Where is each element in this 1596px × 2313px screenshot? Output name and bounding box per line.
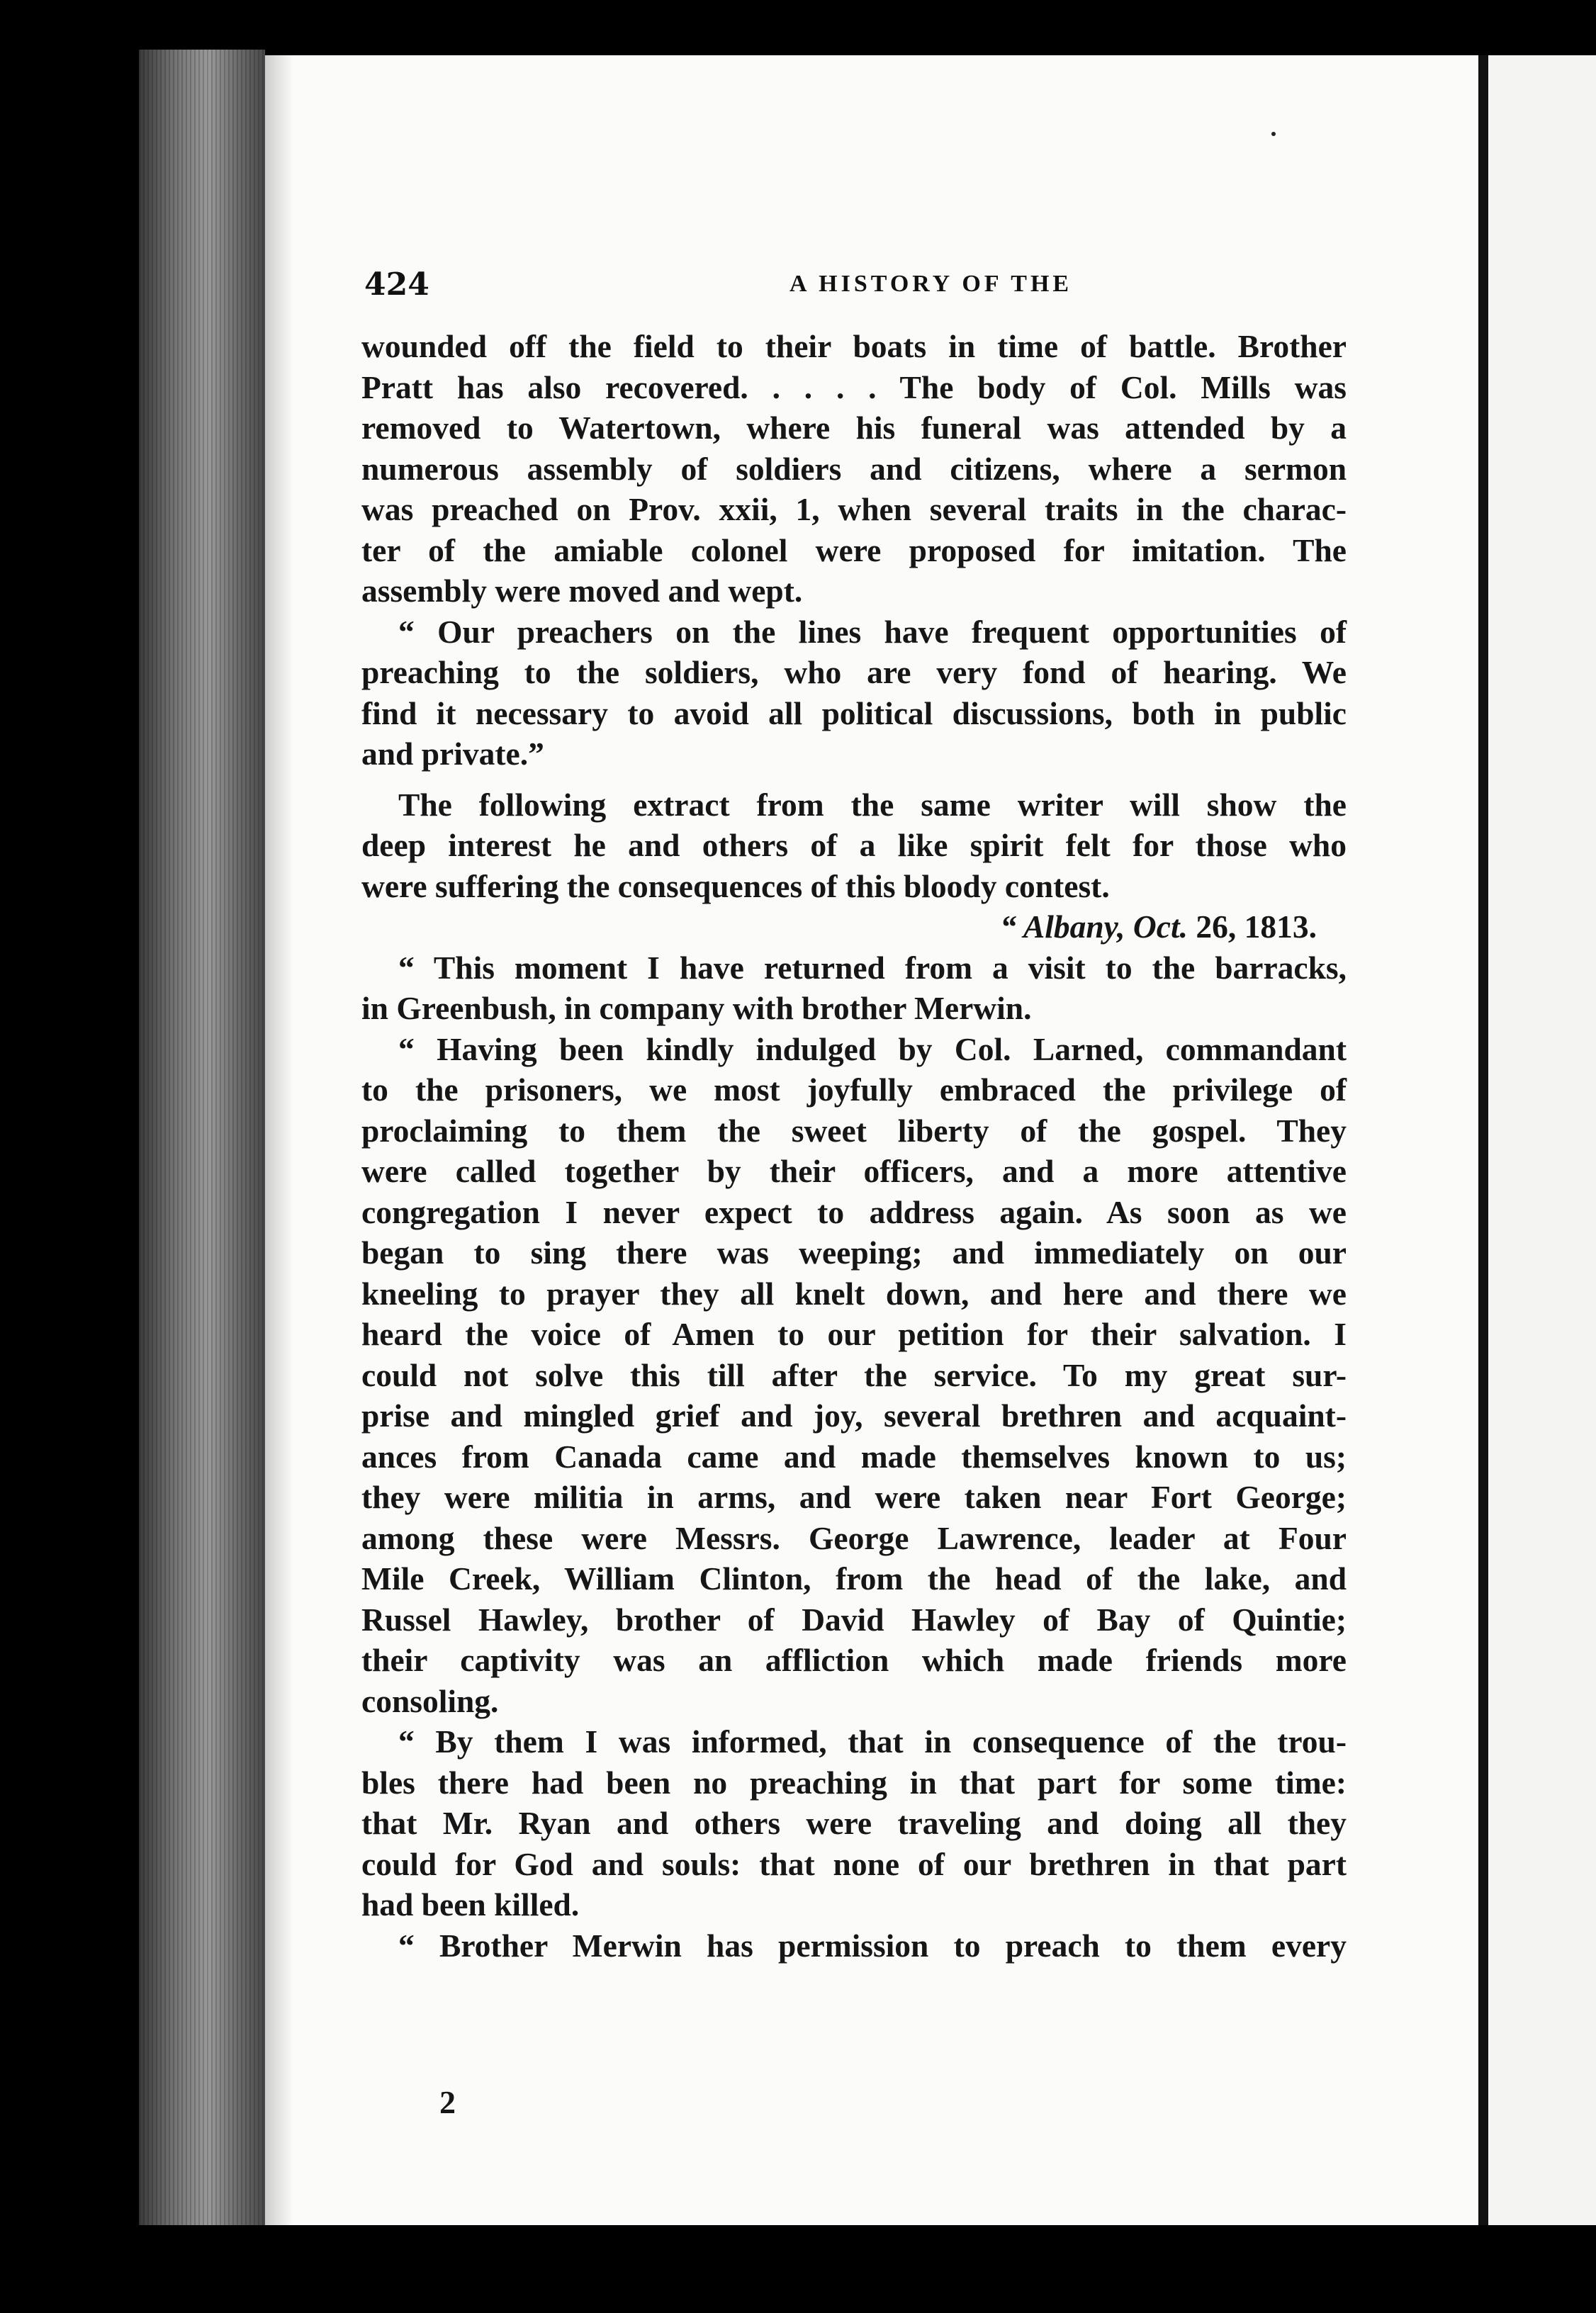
text-line: was preached on Prov. xxii, 1, when several traits in the charac- (361, 491, 1347, 527)
running-title: A HISTORY OF THE (789, 271, 1073, 297)
text-line: Pratt has also recovered. . . . . The body of Col. Mills was (361, 368, 1347, 405)
text-line: numerous assembly of soldiers and citizens, where a sermon (361, 450, 1347, 487)
text-line: “ Having been kindly indulged by Col. Larned, commandant (398, 1030, 1347, 1067)
paragraph-gap (361, 775, 1347, 784)
text-line: bles there had been no preaching in that part for some time: (361, 1764, 1347, 1801)
dateline-month: Oct. (1133, 908, 1188, 945)
text-line: Mile Creek, William Clinton, from the head of the lake, and (361, 1560, 1347, 1597)
text-line: their captivity was an affliction which made friends more (361, 1642, 1347, 1678)
text-line: find it necessary to avoid all political discussions, both in public (361, 694, 1347, 731)
text-line: “ By them I was informed, that in consequence of the trou- (398, 1723, 1347, 1760)
text-line: to the prisoners, we most joyfully embraced the privilege of (361, 1071, 1347, 1108)
text-line: removed to Watertown, where his funeral was attended by a (361, 410, 1347, 446)
scan-bottom-border (0, 2225, 1596, 2313)
text-line: that Mr. Ryan and others were traveling and doing all they (361, 1805, 1347, 1841)
text-line: “ This moment I have returned from a visit to the barracks, (398, 949, 1347, 986)
ink-speck (1271, 132, 1276, 136)
text-line: were called together by their officers, and a more attentive (361, 1153, 1347, 1189)
text-line: ances from Canada came and made themselves known to us; (361, 1438, 1347, 1475)
dateline-place: “ Albany, (1000, 908, 1125, 945)
text-line: they were militia in arms, and were taken near Fort George; (361, 1479, 1347, 1515)
page-edges-texture (139, 50, 265, 2225)
text-line: Russel Hawley, brother of David Hawley of Bay of Quintie; (361, 1601, 1347, 1638)
page-gutter (1478, 55, 1488, 2225)
body-text (361, 326, 1347, 1966)
text-line: were suffering the consequences of this bloody contest. (361, 867, 1110, 904)
text-line: “ Our preachers on the lines have frequent opportunities of (398, 613, 1347, 650)
text-line: preaching to the soldiers, who are very fond of hearing. We (361, 654, 1347, 690)
text-line: wounded off the field to their boats in time of battle. Brother (361, 328, 1347, 364)
text-line: could not solve this till after the service. To my great sur- (361, 1356, 1347, 1393)
text-line: proclaiming to them the sweet liberty of the gospel. They (361, 1112, 1347, 1149)
text-line: began to sing there was weeping; and immediately on our (361, 1234, 1347, 1271)
signature-mark: 2 (439, 2084, 456, 2120)
book-spine-edge (139, 50, 265, 2225)
dateline-date: 26, 1813. (1196, 908, 1317, 945)
text-line: among these were Messrs. George Lawrence, leader at Four (361, 1519, 1347, 1556)
text-line: The following extract from the same writer will show the (398, 786, 1347, 823)
facing-page-edge (1488, 55, 1596, 2225)
text-line: deep interest he and others of a like spirit felt for those who (361, 827, 1347, 863)
text-line: kneeling to prayer they all knelt down, and here and there we (361, 1275, 1347, 1312)
text-line: heard the voice of Amen to our petition for their salvation. I (361, 1316, 1347, 1352)
text-line: “ Brother Merwin has permission to preach to them every (398, 1927, 1347, 1964)
text-line: had been killed. (361, 1886, 580, 1923)
text-line: assembly were moved and wept. (361, 573, 803, 609)
text-line: congregation I never expect to address again. As soon as we (361, 1193, 1347, 1230)
letter-dateline (361, 906, 1347, 947)
text-line: could for God and souls: that none of our brethren in that part (361, 1845, 1347, 1882)
text-line: prise and mingled grief and joy, several brethren and acquaint- (361, 1397, 1347, 1434)
text-line: and private.” (361, 736, 544, 772)
text-line: consoling. (361, 1682, 499, 1719)
book-page (265, 55, 1478, 2225)
running-head (364, 266, 1243, 309)
scan-top-border (0, 0, 1596, 55)
page-gutter-shadow (265, 55, 293, 2225)
text-line: ter of the amiable colonel were proposed for imitation. The (361, 531, 1347, 568)
text-line: in Greenbush, in company with brother Merwin. (361, 990, 1032, 1026)
page-number: 424 (364, 266, 429, 303)
